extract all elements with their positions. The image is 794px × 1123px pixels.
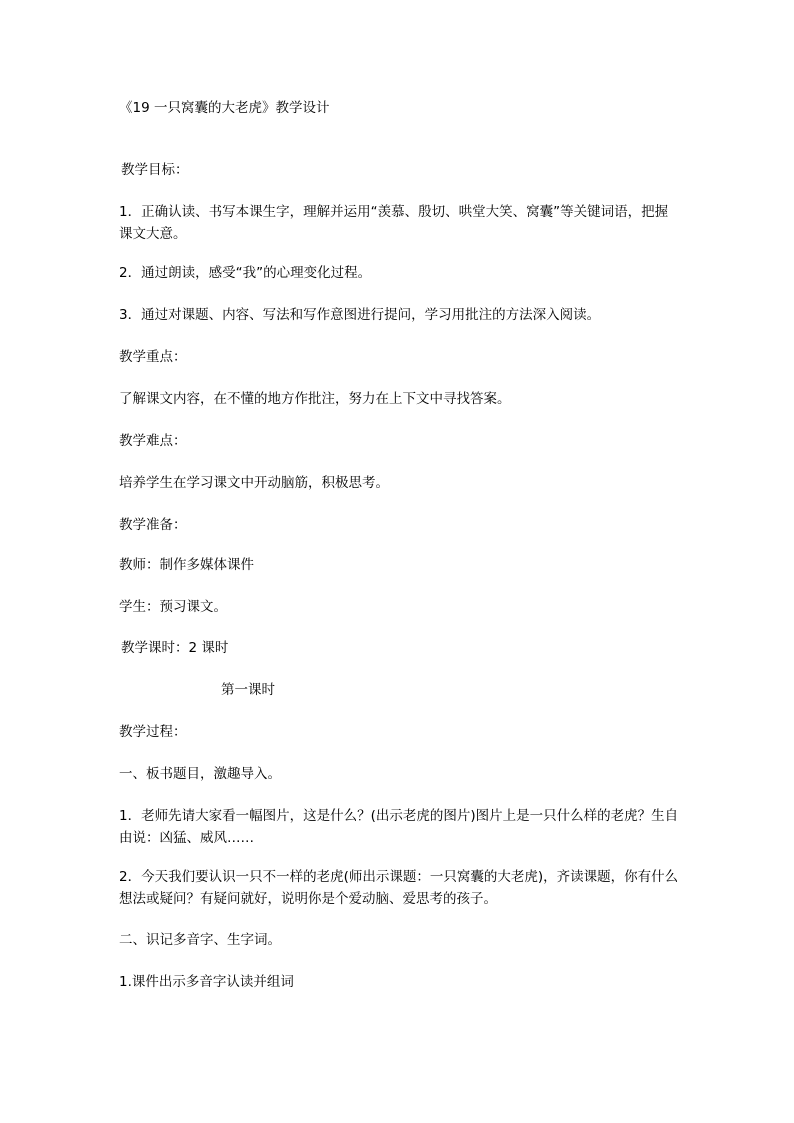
preparation-heading: 教学准备： bbox=[119, 517, 187, 533]
objective-item-2: 2．通过朗读，感受“我”的心理变化过程。 bbox=[119, 265, 372, 281]
key-points-text: 了解课文内容，在不懂的地方作批注，努力在上下文中寻找答案。 bbox=[119, 391, 511, 407]
difficulties-text: 培养学生在学习课文中开动脑筋，积极思考。 bbox=[119, 475, 389, 491]
objectives-heading: 教学目标： bbox=[121, 162, 189, 178]
preparation-student: 学生：预习课文。 bbox=[119, 599, 227, 615]
document-title: 《19 一只窝囊的大老虎》教学设计 bbox=[119, 100, 330, 116]
section-1-title: 一、板书题目，激趣导入。 bbox=[119, 766, 281, 782]
preparation-teacher: 教师：制作多媒体课件 bbox=[119, 557, 254, 573]
teaching-hours: 教学课时：2 课时 bbox=[121, 640, 229, 656]
objective-item-1: 1．正确认读、书写本课生字，理解并运用“羡慕、殷切、哄堂大笑、窝囊”等关键词语，把握课文大意。 bbox=[119, 204, 669, 242]
section-1-item-1: 1．老师先请大家看一幅图片，这是什么？(出示老虎的图片)图片上是一只什么样的老虎？生自由说：凶猛、威风…… bbox=[119, 808, 679, 846]
objective-item-3: 3．通过对课题、内容、写法和写作意图进行提问，学习用批注的方法深入阅读。 bbox=[119, 307, 601, 323]
section-2-title: 二、识记多音字、生字词。 bbox=[119, 932, 281, 948]
difficulties-heading: 教学难点： bbox=[119, 433, 187, 449]
section-1-item-2: 2．今天我们要认识一只不一样的老虎(师出示课题：一只窝囊的大老虎)，齐读课题，你有什么想法或疑问？有疑问就好，说明你是个爱动脑、爱思考的孩子。 bbox=[119, 869, 679, 907]
process-heading: 教学过程： bbox=[119, 724, 187, 740]
section-2-item-1: 1.课件出示多音字认读并组词 bbox=[119, 974, 294, 990]
first-lesson-heading: 第一课时 bbox=[221, 682, 275, 698]
key-points-heading: 教学重点： bbox=[119, 349, 187, 365]
